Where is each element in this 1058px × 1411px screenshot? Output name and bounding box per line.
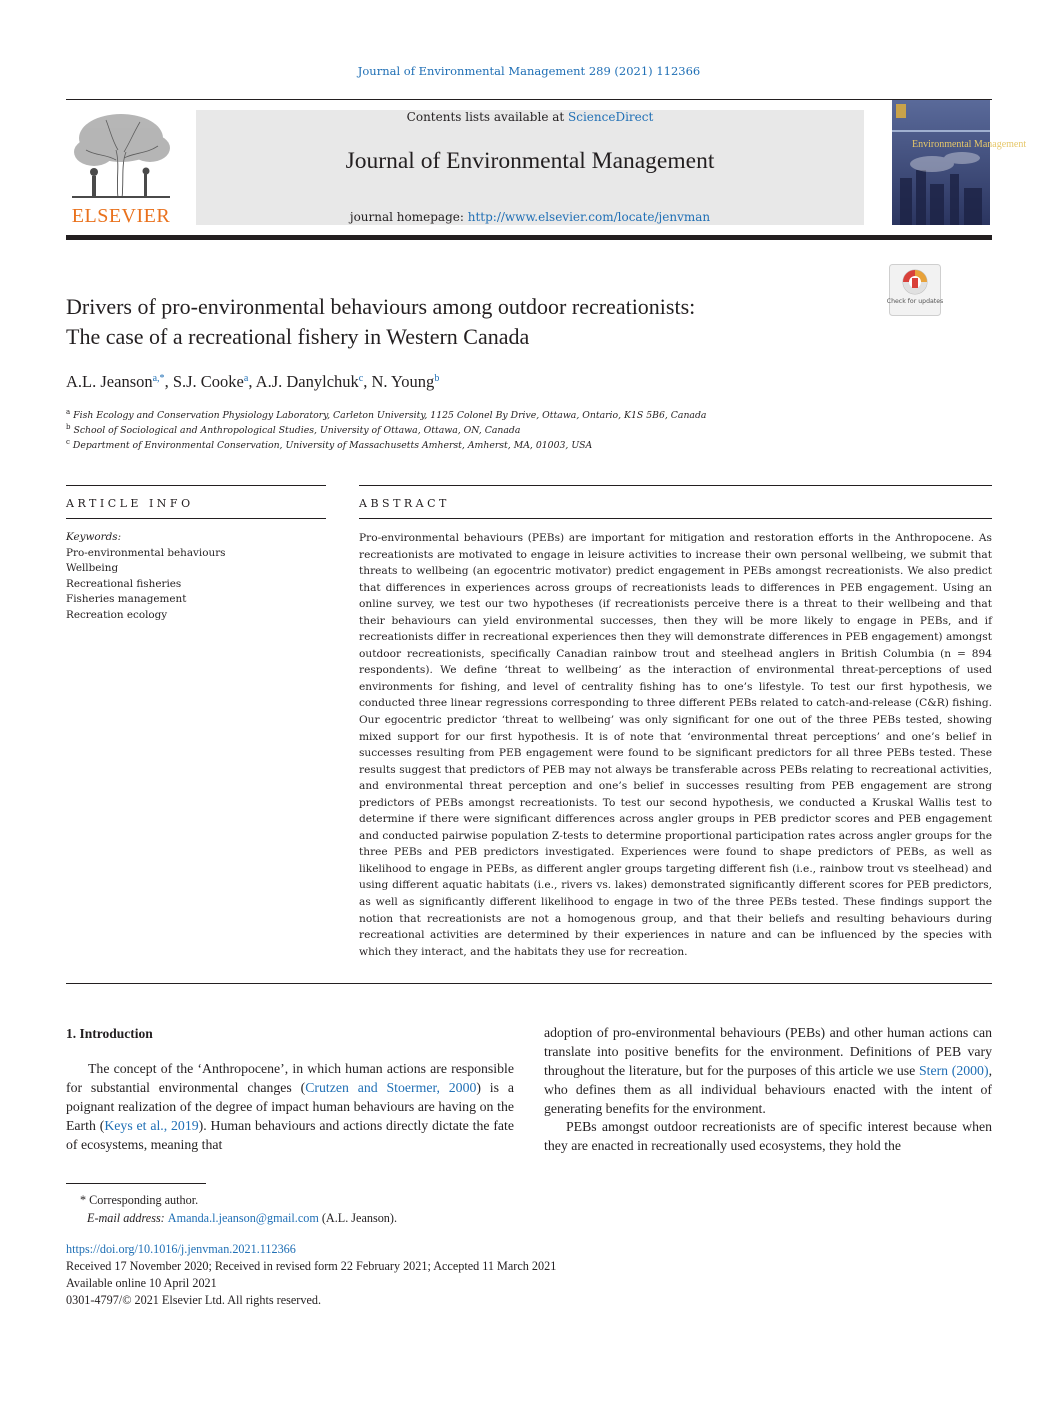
abstract-body: Pro-environmental behaviours (PEBs) are important for mitigation and restoration efforts in the Anthropocene. As recreationists are motivated to engage in leisure activities to increase their own personal wellbeing, we submit that threats to wellbeing (an egocentric motivator) predict engagement in PEBs amongst recreationists. We also predict that differences in experiences across groups of recreationists leads to differences in PEB engagement. Using an online survey, we test our two hypotheses (if recreationists perceive there is a threat to their wellbeing and that their behaviours can yield environmental successes, then they will be more likely to engage in PEBs, and if recreationists differ in recreational experiences then they will demonstrate differences in PEB engagement) amongst outdoor recreationists, specifically Canadian rainbow trout and steelhead anglers in British Columbia (n = 894 respondents). We define ‘threat to wellbeing’ as the interaction of environmental threat-perceptions of used environments for fishing, and level of centrality fishing has to one’s lifestyle. To test our first hypothesis, we conducted three linear regressions corresponding to three different PEBs related to catch-and-release (C&R) fishing. Our egocentric predictor ‘threat to wellbeing’ was only significant for one out of the three PEBs tested, showing mixed support for our first hypothesis. It is of note that ‘environmental threat perceptions’ and one’s belief in successes resulting from PEB engagement were found to be significant predictors for all three PEBs tested. These results suggest that predictors of PEB may not always be transferable across PEBs relating to recreational activities, and environmental threat perception and one’s belief in successes resulting from PEB engagement are strong predictors of PEBs amongst recreationists. To test our second hypothesis, we conducted a Kruskal Wallis test to determine if there were significant differences across angler groups in PEB predictor scores and PEB engagement and conducted pairwise population Z-tests to determine proportional participation rates across angler groups for the three PEBs and PEB predictors investigated. Experiences were found to shape predictors of PEBs, as well as likelihood to engage in PEBs, as different angler groups targeting different fish (i.e., rainbow trout vs steelhead) and using different aquatic habitats (i.e., rivers vs. lakes) demonstrated significantly different scores for PEB predictors, as well as significantly different likelihood to engage in two of the three PEBs tested. These findings support the notion that recreationists are not a homogenous group, and that their beliefs and resulting behaviours during recreational activities are determined by their experiences in nature and can be influenced by the species with which they interact, and the habitats they use for recreation. [359,532,992,958]
email-owner: (A.L. Jeanson). [318,1211,397,1225]
article-info-top-rule [66,485,326,486]
author-name[interactable]: A.L. Jeanson [66,372,153,391]
affiliation-text: Fish Ecology and Conservation Physiology Laboratory, Carleton University, 1125 Colonel By Drive, Ottawa, Ontario, K1S 5B6, Canada [73,410,707,422]
available-online-date: Available online 10 April 2021 [66,1276,217,1290]
affiliation-text: School of Sociological and Anthropological Studies, University of Ottawa, Ottawa, ON, Canada [73,425,521,437]
email-link[interactable]: Amanda.l.jeanson@gmail.com [167,1211,319,1225]
article-title-line-1: Drivers of pro-environmental behaviours among outdoor recreationists: [66,294,696,319]
cover-title-text: Environmental Management [912,139,1027,150]
doi-link[interactable]: https://doi.org/10.1016/j.jenvman.2021.112366 [66,1242,296,1256]
author-list: A.L. Jeanson$^{a,*}$, S.J. Cooke$^a$, A.J. Danylchuk$^c$, N. Young$^b$ [66,372,440,391]
keywords-block [66,530,326,623]
abstract-bottom-rule [66,983,992,984]
received-dates: Received 17 November 2020; Received in revised form 22 February 2021; Accepted 11 March 2021 [66,1259,557,1273]
author-name[interactable]: A.J. Danylchuk [255,372,359,391]
keyword-item: Pro-environmental behaviours [66,546,226,559]
keywords-label: Keywords: [66,531,122,543]
keyword-item: Fisheries management [66,593,187,605]
journal-cover-image[interactable] [892,100,1027,225]
citation-link[interactable]: Crutzen and Stoermer, 2000 [305,1080,477,1095]
author-affiliation-marks[interactable]: c [358,373,364,384]
footnote-rule [66,1183,206,1184]
journal-citation-link[interactable]: Journal of Environmental Management 289 (2021) 112366 [357,64,701,78]
introduction-right-paragraph-2: PEBs amongst outdoor recreationists are of specific interest because when they are enacted in recreationally used ecosystems, they hold the [544,1119,992,1153]
masthead-bottom-rule [66,235,992,240]
article-title-line-2: The case of a recreational fishery in Western Canada [66,324,530,349]
citation-link[interactable]: Keys et al., 2019 [104,1118,199,1133]
contents-available-line [196,110,864,124]
affiliation-mark: a [66,408,71,416]
check-for-updates-badge[interactable] [886,264,944,316]
corresponding-author-note: * Corresponding author. [80,1193,199,1207]
elsevier-wordmark: ELSEVIER [71,205,171,227]
abstract-heading: ABSTRACT [359,497,450,510]
intro-text: The concept of the ‘Anthropocene’, in which human actions are responsible for substantial environmental changes ( [66,1061,514,1095]
keyword-item: Recreational fisheries [66,577,182,590]
contents-prefix: Contents lists available at [406,110,569,124]
article-title [66,292,866,352]
journal-name: Journal of Environmental Management [345,148,715,174]
keyword-item: Recreation ecology [66,608,168,621]
introduction-heading: 1. Introduction [66,1026,153,1041]
sciencedirect-link[interactable]: ScienceDirect [568,110,654,124]
intro-text: adoption of pro-environmental behaviours (PEBs) and other human actions can translate into positive benefits for the environment. Definitions of PEB vary throughout the literature, but for the purposes of this article we use [544,1025,992,1078]
author-affiliation-marks[interactable]: a [243,373,249,384]
affiliation-a [66,408,706,421]
abstract-heading-rule [359,518,992,519]
article-info-heading: ARTICLE INFO [66,497,194,510]
homepage-prefix: journal homepage: [349,210,468,224]
check-for-updates-label: Check for updates [886,298,944,305]
affiliation-c [66,438,592,451]
affiliation-mark: b [66,423,71,431]
email-label: E-mail address: [87,1211,168,1225]
email-line [87,1211,397,1226]
introduction-left-paragraph [66,1059,514,1154]
article-info-heading-rule [66,518,326,519]
author-affiliation-marks[interactable]: a,* [152,373,165,384]
homepage-url-link[interactable]: http://www.elsevier.com/locate/jenvman [467,210,711,224]
author-name[interactable]: S.J. Cooke [172,372,244,391]
affiliation-mark: c [66,438,70,446]
author-name[interactable]: N. Young [371,372,435,391]
intro-text: , who defines them as all individual behaviours enacted with the intent of generating benefits for the environment. [544,1063,993,1116]
intro-text: ). Human behaviours and actions directly dictate the fate of ecosystems, meaning that [66,1118,515,1152]
masthead-top-rule [66,99,992,100]
keyword-item: Wellbeing [66,562,119,574]
abstract-top-rule [359,485,992,486]
affiliation-b [66,423,520,436]
affiliation-text: Department of Environmental Conservation, University of Massachusetts Amherst, Amherst, MA, 01003, USA [72,440,593,452]
intro-text: ) is a poignant realization of the degree of impact human behaviours are having on the Earth ( [66,1080,514,1133]
citation-link[interactable]: Stern (2000) [918,1063,989,1078]
journal-homepage-line [196,210,864,224]
introduction-right-paragraph-1 [544,1023,992,1118]
author-affiliation-marks[interactable]: b [434,373,440,384]
copyright-line: 0301-4797/© 2021 Elsevier Ltd. All rights reserved. [66,1293,321,1307]
